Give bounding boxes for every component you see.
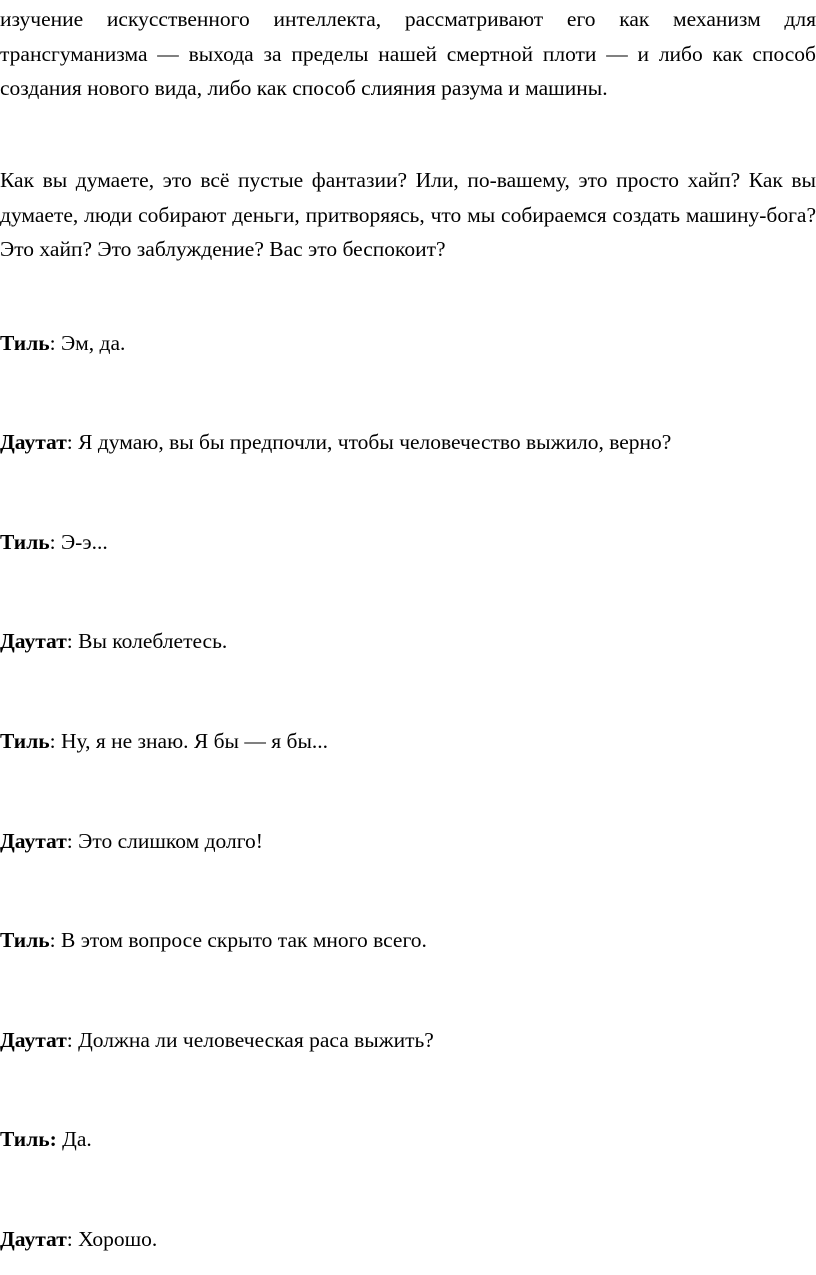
speaker-separator: : (66, 629, 79, 653)
dialogue-line (0, 724, 816, 759)
dialogue-text: Хорошо. (78, 1227, 158, 1251)
dialogue-line (0, 1023, 816, 1058)
speaker-name: Даутат (0, 629, 67, 653)
speaker-separator: : (49, 928, 61, 952)
dialogue-text: В этом вопросе скрыто так много всего. (60, 928, 427, 952)
speaker-name: Тиль (0, 530, 50, 554)
speaker-name: Тиль (0, 729, 50, 753)
speaker-separator: : (66, 1028, 79, 1052)
speaker-separator: : (49, 530, 61, 554)
speaker-name: Даутат (0, 829, 67, 853)
speaker-separator: : (66, 1227, 79, 1251)
speaker-name: Тиль (0, 928, 50, 952)
speaker-name: Даутат (0, 430, 67, 454)
speaker-name: Даутат (0, 1227, 67, 1251)
dialogue-text: Это слишком долго! (78, 829, 263, 853)
dialogue-line (0, 1222, 816, 1257)
dialogue-line (0, 824, 816, 859)
dialogue-line (0, 425, 816, 460)
dialogue-text: Должна ли человеческая раса выжить? (78, 1028, 434, 1052)
dialogue-line (0, 326, 816, 361)
speaker-separator: : (66, 430, 79, 454)
speaker-separator: : (49, 331, 61, 355)
dialogue-text: Я думаю, вы бы предпочли, чтобы человечество выжило, верно? (78, 430, 672, 454)
speaker-name: Тиль: (0, 1127, 57, 1151)
intro-paragraph: изучение искусственного интеллекта, рассматривают его как механизм для трансгуманизма — выхода за пределы нашей смертной плоти — и либо как способ создания нового вида, либо как способ слияния разума и машины. (0, 7, 816, 100)
dialogue-line (0, 525, 816, 560)
speaker-name: Тиль (0, 331, 50, 355)
dialogue-text: Вы колеблетесь. (78, 629, 228, 653)
dialogue-line (0, 624, 816, 659)
speaker-separator: : (49, 729, 61, 753)
dialogue-text: Да. (62, 1127, 92, 1151)
dialogue-text: Ну, я не знаю. Я бы — я бы... (60, 729, 329, 753)
dialogue-line (0, 923, 816, 958)
dialogue-text: Э-э... (60, 530, 108, 554)
question-paragraph: Как вы думаете, это всё пустые фантазии? Или, по-вашему, это просто хайп? Как вы думаете, люди собирают деньги, притворяясь, что мы собираемся создать машину-бога? Это хайп? Это заблуждение? Вас это беспокоит? (0, 168, 816, 261)
dialogue-text: Эм, да. (60, 331, 126, 355)
dialogue-line (0, 1122, 816, 1157)
speaker-separator: : (66, 829, 79, 853)
speaker-name: Даутат (0, 1028, 67, 1052)
